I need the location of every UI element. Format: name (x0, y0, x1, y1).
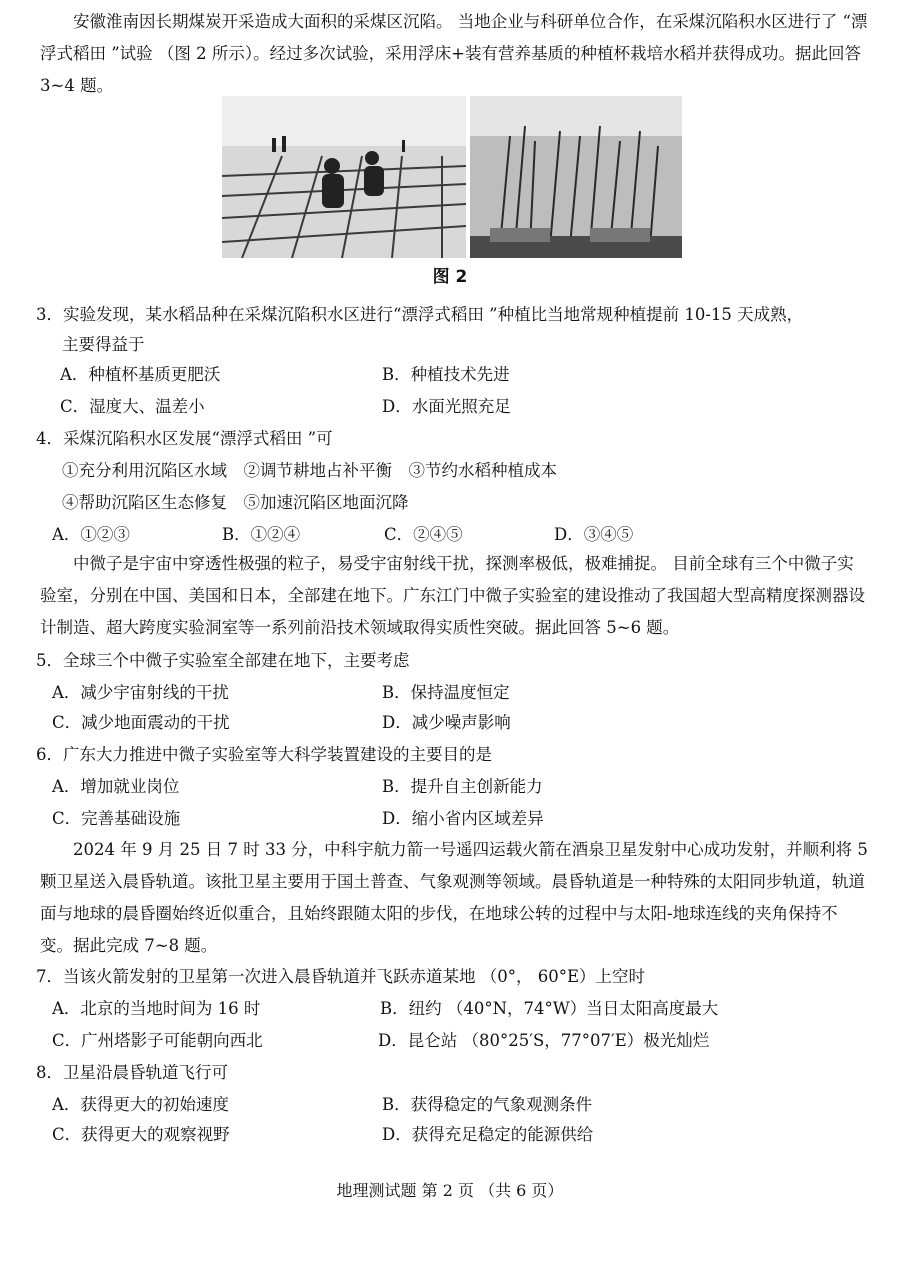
figure-2 (222, 96, 682, 258)
photo-floating-rice-workers (222, 96, 466, 258)
photo-rice-plants (470, 96, 682, 258)
question-5-option-d: D．减少噪声影响 (382, 713, 511, 732)
question-8-option-a: A．获得更大的初始速度 (52, 1095, 229, 1114)
question-8-stem: 8．卫星沿晨昏轨道飞行可 (36, 1063, 228, 1082)
question-3-option-d: D．水面光照充足 (382, 397, 511, 416)
question-3-stem-line2: 主要得益于 (62, 335, 145, 354)
question-4-items-line2: ④帮助沉陷区生态修复 ⑤加速沉陷区地面沉降 (62, 493, 409, 512)
intro-paragraph-floating-rice: 安徽淮南因长期煤炭开采造成大面积的采煤区沉陷。 当地企业与科研单位合作，在采煤沉陷积水区进行了 “漂浮式稻田 ”试验 （图 2 所示）。经过多次试验，采用浮床+装有营养基质的种植杯栽培水稻并获得成功。据此回答 3~4 题。 (40, 12, 868, 95)
question-6-option-c: C．完善基础设施 (52, 809, 181, 828)
question-6-option-a: A．增加就业岗位 (52, 777, 180, 796)
question-4-items-line1: ①充分利用沉陷区水域 ②调节耕地占补平衡 ③节约水稻种植成本 (62, 461, 557, 480)
intro-paragraph-satellite: 2024 年 9 月 25 日 7 时 33 分，中科宇航力箭一号遥四运载火箭在酒泉卫星发射中心成功发射，并顺利将 5 颗卫星送入晨昏轨道。该批卫星主要用于国土普查、气象观测等领域。晨昏轨道是一种特殊的太阳同步轨道，轨道面与地球的晨昏圈始终近似重合，且始终跟随太阳的步伐，在地球公转的过程中与太阳-地球连线的夹角保持不变。据此完成 7~8 题。 (40, 840, 868, 955)
question-7-option-b: B．纽约 （40°N，74°W）当日太阳高度最大 (380, 999, 719, 1018)
question-6-option-b: B．提升自主创新能力 (382, 777, 543, 796)
question-7-stem: 7．当该火箭发射的卫星第一次进入晨昏轨道并飞跃赤道某地 （0°， 60°E）上空时 (36, 967, 646, 986)
question-4-option-d: D．③④⑤ (554, 525, 634, 544)
question-4-option-c: C．②④⑤ (384, 525, 463, 544)
question-8-option-d: D．获得充足稳定的能源供给 (382, 1125, 594, 1144)
question-5-option-c: C．减少地面震动的干扰 (52, 713, 230, 732)
question-5-stem: 5．全球三个中微子实验室全部建在地下，主要考虑 (36, 651, 410, 670)
question-4-stem: 4．采煤沉陷积水区发展“漂浮式稻田 ”可 (36, 429, 333, 448)
question-3-stem (36, 300, 876, 360)
question-4-option-b: B．①②④ (222, 525, 301, 544)
question-8-option-c: C．获得更大的观察视野 (52, 1125, 230, 1144)
question-5-option-a: A．减少宇宙射线的干扰 (52, 683, 229, 702)
page-footer: 地理测试题 第 2 页 （共 6 页） (336, 1181, 564, 1200)
question-7-option-d: D．昆仑站 （80°25′S，77°07′E）极光灿烂 (378, 1031, 710, 1050)
question-5-option-b: B．保持温度恒定 (382, 683, 510, 702)
question-6-stem: 6．广东大力推进中微子实验室等大科学装置建设的主要目的是 (36, 745, 492, 764)
question-3-option-c: C．湿度大、温差小 (60, 397, 205, 416)
question-7-option-a: A．北京的当地时间为 16 时 (52, 999, 261, 1018)
intro-paragraph-neutrino: 中微子是宇宙中穿透性极强的粒子，易受宇宙射线干扰，探测率极低，极难捕捉。 目前全球有三个中微子实验室，分别在中国、美国和日本，全部建在地下。广东江门中微子实验室的建设推动了我国超大型高精度探测器设计制造、超大跨度实验洞室等一系列前沿技术领域取得实质性突破。据此回答 5~6 题。 (40, 554, 865, 637)
question-3-option-a: A．种植杯基质更肥沃 (60, 365, 221, 384)
question-6-option-d: D．缩小省内区域差异 (382, 809, 544, 828)
question-3-option-b: B．种植技术先进 (382, 365, 510, 384)
figure-caption: 图 2 (432, 267, 468, 287)
question-7-option-c: C．广州塔影子可能朝向西北 (52, 1031, 263, 1050)
question-4-option-a: A．①②③ (52, 525, 130, 544)
question-8-option-b: B．获得稳定的气象观测条件 (382, 1095, 593, 1114)
question-3-stem-line1: 3．实验发现，某水稻品种在采煤沉陷积水区进行“漂浮式稻田 ”种植比当地常规种植提前 10-15 天成熟， (36, 305, 804, 324)
